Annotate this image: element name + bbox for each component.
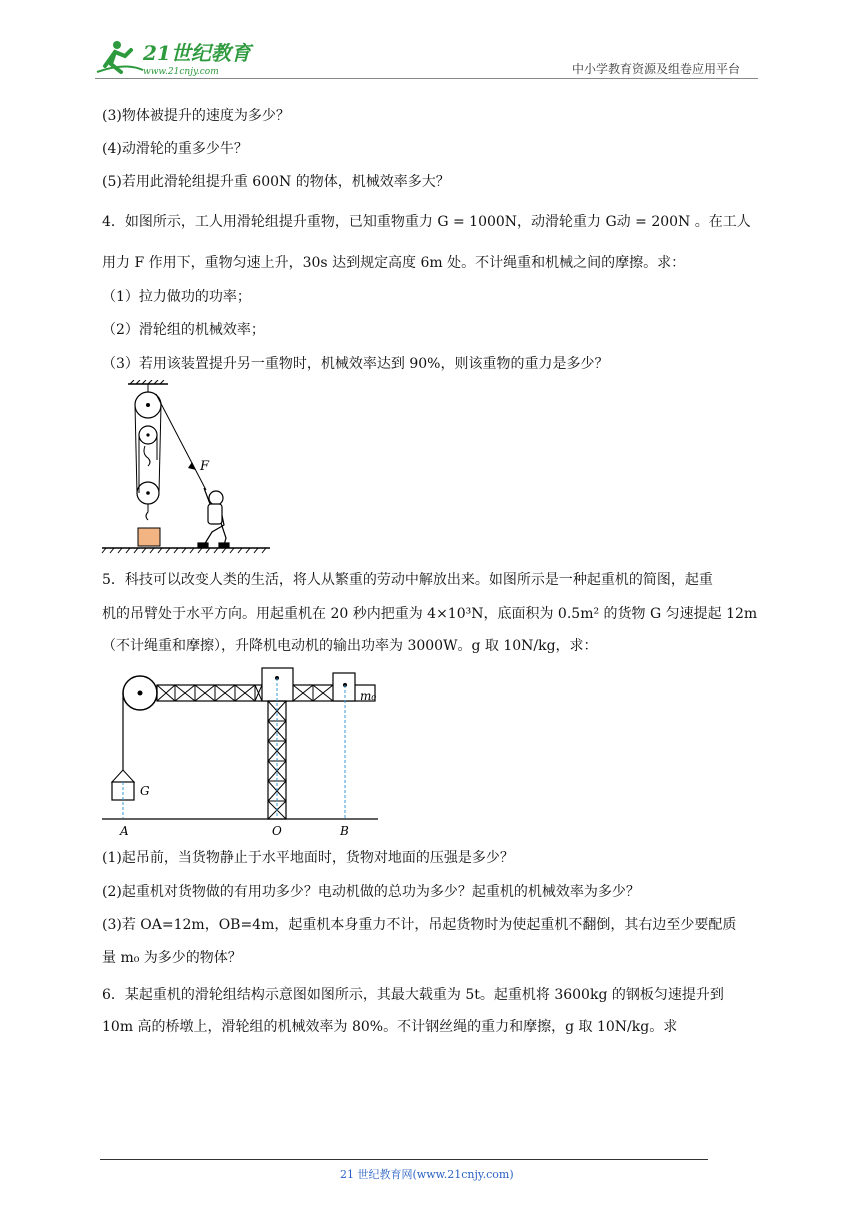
worker-icon xyxy=(198,488,229,547)
q6-text-line1: 6．某起重机的滑轮组结构示意图如图所示，其最大载重为 5t。起重机将 3600kg 的钢板匀速提升到 xyxy=(102,987,724,1003)
q5-item-2: (2)起重机对货物做的有用功多少？电动机做的总功为多少？起重机的机械效率为多少？ xyxy=(102,884,640,900)
q4-text-line1: 4．如图所示，工人用滑轮组提升重物，已知重物重力 G = 1000N，动滑轮重力 G动 = 200N 。在工人 xyxy=(102,214,751,230)
q5-item-1: (1)起吊前，当货物静止于水平地面时，货物对地面的压强是多少？ xyxy=(102,850,514,866)
label-A: A xyxy=(120,824,129,838)
q5-item-3-cont: 量 m₀ 为多少的物体？ xyxy=(102,950,242,966)
crane-figure xyxy=(100,660,385,840)
q5-item-3: (3)若 OA=12m，OB=4m，起重机本身重力不计，吊起货物时为使起重机不翻倒，其右边至少要配质 xyxy=(102,917,737,933)
q5-text-line1: 5．科技可以改变人类的生活，将人从繁重的劳动中解放出来。如图所示是一种起重机的简图，起重 xyxy=(102,572,713,588)
footer-rule xyxy=(100,1159,708,1160)
q3-item-5: (5)若用此滑轮组提升重 600N 的物体，机械效率多大？ xyxy=(102,174,450,190)
logo-text: 21世纪教育 xyxy=(143,41,251,65)
q4-text-line2: 用力 F 作用下，重物匀速上升，30s 达到规定高度 6m 处。不计绳重和机械之间的摩擦。求： xyxy=(102,255,686,271)
logo-runner-icon xyxy=(95,36,265,78)
q4-item-2: （2）滑轮组的机械效率； xyxy=(102,322,265,338)
header-rule xyxy=(95,78,758,79)
q4-item-1: （1）拉力做功的功率； xyxy=(102,289,251,305)
footer-text: 21 世纪教育网(www.21cnjy.com) xyxy=(340,1168,514,1181)
q6-text-line2: 10m 高的桥墩上，滑轮组的机械效率为 80%。不计钢丝绳的重力和摩擦，g 取 10N/kg。求 xyxy=(102,1019,678,1035)
q5-text-line3: （不计绳重和摩擦），升降机电动机的输出功率为 3000W。g 取 10N/kg，求： xyxy=(102,638,598,654)
header-platform-name: 中小学教育资源及组卷应用平台 xyxy=(572,62,741,76)
label-B: B xyxy=(340,824,349,838)
label-O: O xyxy=(272,824,282,838)
label-G: G xyxy=(140,784,150,798)
label-m0: m₀ xyxy=(360,689,377,703)
pulley-worker-figure xyxy=(100,380,275,555)
logo xyxy=(95,36,265,78)
logo-url: www.21cnjy.com xyxy=(143,67,219,77)
q3-item-4: (4)动滑轮的重多少牛？ xyxy=(102,141,248,157)
q3-item-3: (3)物体被提升的速度为多少？ xyxy=(102,108,290,124)
q5-text-line2: 机的吊臂处于水平方向。用起重机在 20 秒内把重为 4×10³N，底面积为 0.5m² 的货物 G 匀速提起 12m xyxy=(102,606,758,622)
force-label-F: F xyxy=(200,459,210,474)
q4-item-3: （3）若用该装置提升另一重物时，机械效率达到 90%，则该重物的重力是多少？ xyxy=(102,356,609,372)
